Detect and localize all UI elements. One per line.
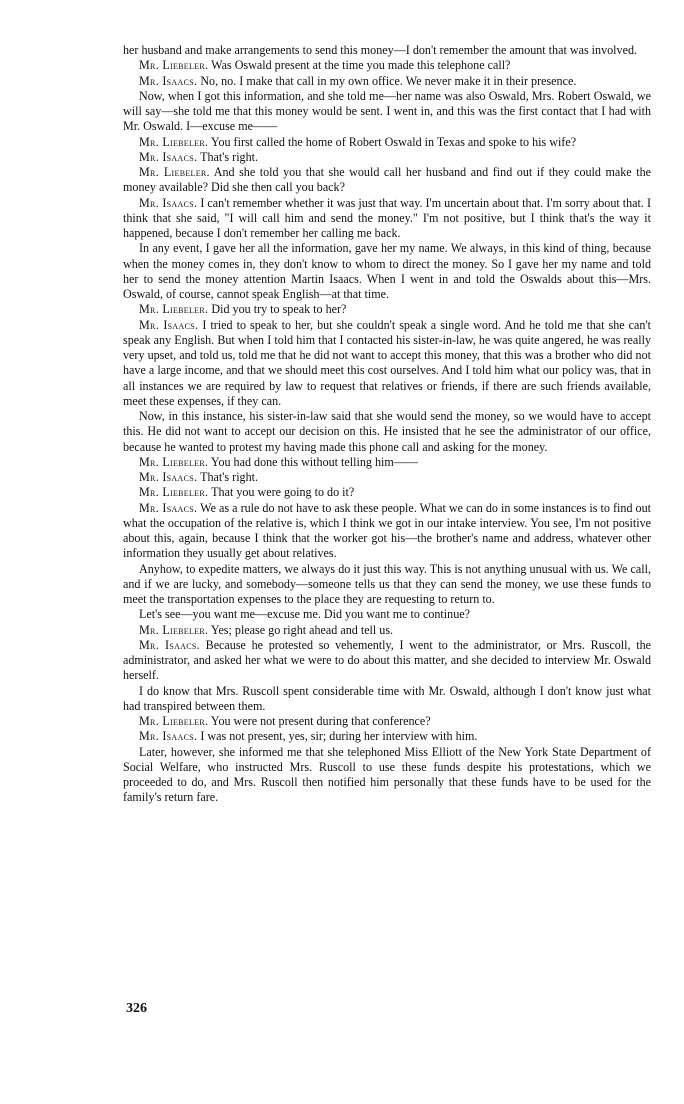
speaker-label: Mr. Isaacs. [139,149,198,164]
testimony-paragraph [123,318,651,410]
paragraph-text: I can't remember whether it was just that way. I'm uncertain about that. I'm sorry about that. I think that she said, "I will call him and send the money." I'm not positive, but I think that's the way it happened, because I don't remember her calling me back. [123,195,651,240]
paragraph-text: Yes; please go right ahead and tell us. [210,622,394,637]
speaker-label: Mr. Liebeler. [139,58,209,73]
narrative-paragraph [123,684,651,715]
paragraph-text: Now, when I got this information, and she told me—her name was also Oswald, Mrs. Robert Oswald, we will say—she told me that this money would be sent. I went in, and this was the first contact that I had with Mr. Oswald. I—excuse me—— [123,88,651,134]
paragraph-text: Later, however, she informed me that she telephoned Miss Elliott of the New York State Department of Social Welfare, who instructed Mrs. Ruscoll to use these funds despite his protestations, which we proceeded to do, and Mrs. Ruscoll then notified him personally that these funds have to be used for the family's return fare. [123,744,651,805]
testimony-paragraph [123,485,651,500]
testimony-paragraph [123,623,651,638]
speaker-label: Mr. Isaacs. [139,500,198,515]
speaker-label: Mr. Isaacs. [139,73,198,88]
testimony-paragraph [123,638,651,684]
testimony-paragraph [123,74,651,89]
speaker-label: Mr. Liebeler. [139,165,210,179]
paragraph-text: Now, in this instance, his sister-in-law said that she would send the money, so we would have to accept this. He did not want to accept our decision on this. He insisted that he see the administrator of our office, because he wanted to protest my having made this phone call and asking for the money. [123,409,651,454]
testimony-paragraph [123,729,651,744]
narrative-paragraph [123,241,651,302]
paragraph-text: You had done this without telling him—— [210,454,418,469]
narrative-paragraph [123,409,651,455]
paragraph-text: I do know that Mrs. Ruscoll spent considerable time with Mr. Oswald, although I don't know just what had transpired between them. [123,683,651,713]
paragraph-text: You were not present during that conference? [210,714,431,728]
paragraph-text: Let's see—you want me—excuse me. Did you want me to continue? [139,607,470,622]
speaker-label: Mr. Liebeler. [139,485,209,500]
speaker-label: Mr. Liebeler. [139,134,209,149]
paragraph-text: That's right. [200,149,259,164]
testimony-paragraph [123,302,651,317]
narrative-paragraph [123,43,651,58]
paragraph-text: And she told you that she would call her husband and find out if they could make the money available? Did she then call you back? [123,165,651,195]
speaker-label: Mr. Isaacs. [139,637,200,652]
testimony-paragraph [123,165,651,196]
narrative-paragraph [123,745,651,806]
testimony-paragraph [123,714,651,729]
page-number: 326 [126,1001,147,1016]
testimony-paragraph [123,455,651,470]
paragraph-text: You first called the home of Robert Oswald in Texas and spoke to his wife? [210,134,577,149]
paragraph-text: That's right. [200,470,259,484]
testimony-paragraph [123,150,651,165]
speaker-label: Mr. Liebeler. [139,454,209,469]
paragraph-text: I tried to speak to her, but she couldn't speak a single word. And he told me that she can't speak any English. But when I told him that I contacted his sister-in-law, he was quite angered, he was really very upset, and told us, told me that he did not want to accept this money, that this was a brother who did not have a large income, and that we should meet this cost ourselves. And I told him what our policy was, that in all instances we are required by law to request that relatives or friends, if there are such friends available, meet these expenses, if they can. [123,317,652,408]
paragraph-text: No, no. I make that call in my own office. We never make it in their presence. [200,73,577,88]
speaker-label: Mr. Liebeler. [139,714,209,728]
paragraph-text: In any event, I gave her all the information, gave her my name. We always, in this kind of thing, because when the money comes in, they don't know to whom to direct the money. So I gave her my name and told her to send the money attention Martin Isaacs. When I went in and told the Oswalds about this—Mrs. Oswald, of course, cannot speak English—at that time. [123,241,651,301]
paragraph-text: Was Oswald present at the time you made this telephone call? [211,58,511,73]
narrative-paragraph [123,607,651,622]
speaker-label: Mr. Isaacs. [139,470,198,484]
testimony-paragraph [123,58,651,73]
paragraph-text: her husband and make arrangements to send this money—I don't remember the amount that was involved. [123,43,638,57]
speaker-label: Mr. Liebeler. [139,622,209,637]
narrative-paragraph [123,89,651,135]
testimony-paragraph [123,196,651,242]
speaker-label: Mr. Isaacs. [139,195,198,210]
paragraph-text: I was not present, yes, sir; during her interview with him. [200,729,478,744]
paragraph-text: That you were going to do it? [211,485,355,500]
paragraph-text: Because he protested so vehemently, I went to the administrator, or Mrs. Ruscoll, the administrator, and asked her what we were to do about this matter, and she decided to interview Mr. Oswald herself. [123,637,651,683]
paragraph-text: Anyhow, to expedite matters, we always do it just this way. This is not anything unusual with us. We call, and if we are lucky, and somebody—someone tells us that they can send the money, we use these funds to meet the transportation expenses to the place they are requesting to return to. [123,561,651,606]
testimony-paragraph [123,501,651,562]
testimony-paragraph [123,470,651,485]
paragraph-text: Did you try to speak to her? [211,302,347,317]
speaker-label: Mr. Isaacs. [139,317,199,332]
speaker-label: Mr. Isaacs. [139,729,198,744]
transcript-page [123,43,651,806]
narrative-paragraph [123,562,651,608]
paragraph-text: We as a rule do not have to ask these people. What we can do in some instances is to find out what the occupation of the relative is, which I think we got in our intake interview. You see, I'm not positive about this, again, because I think that the worker got his—the brother's name and address, whatever other information they usually get about relatives. [123,500,651,561]
speaker-label: Mr. Liebeler. [139,302,209,317]
testimony-paragraph [123,135,651,150]
